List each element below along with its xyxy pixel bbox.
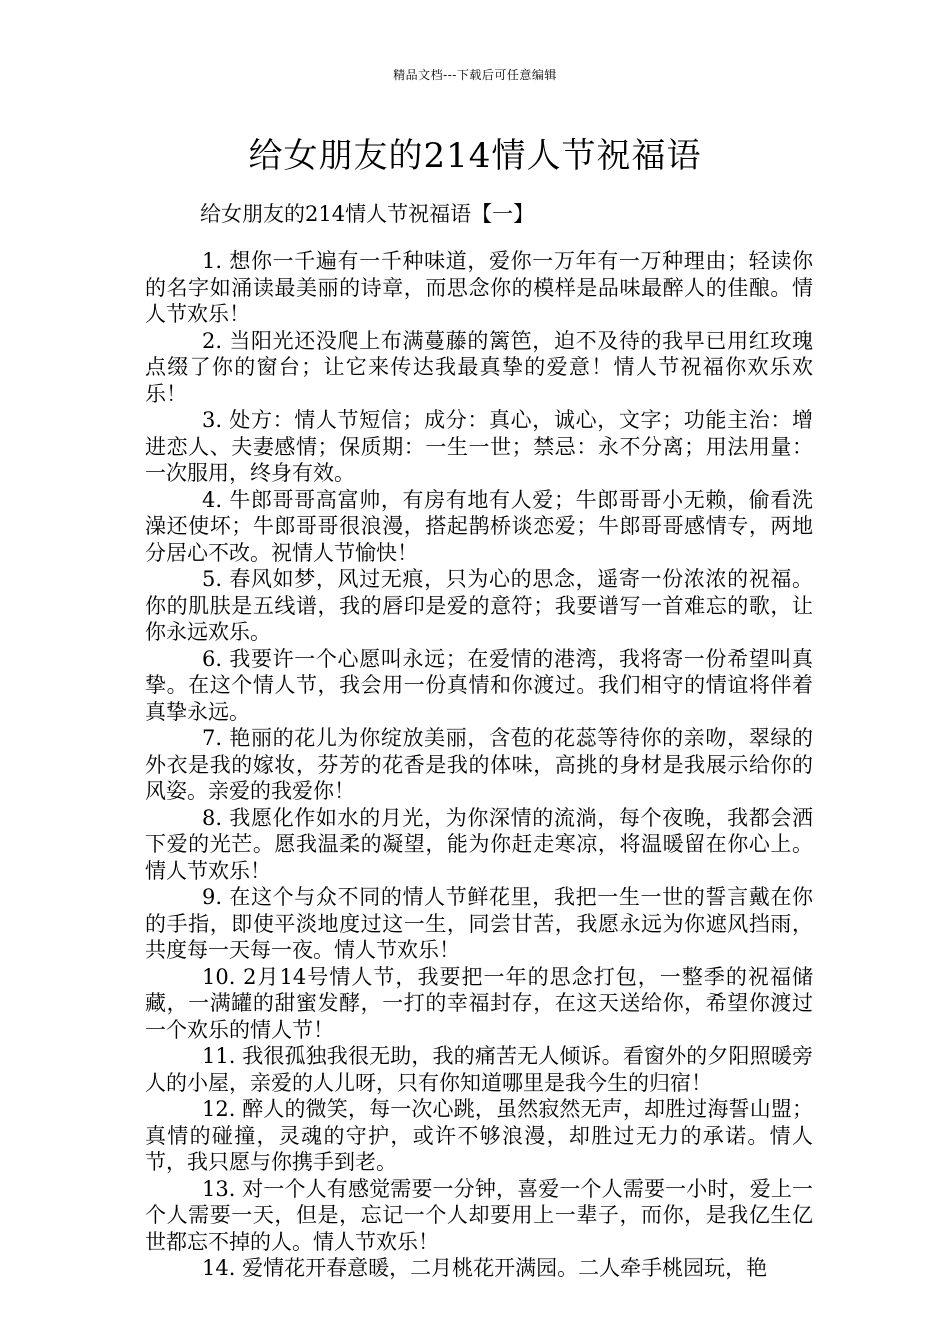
paragraph-2: 2. 当阳光还没爬上布满蔓藤的篱笆，迫不及待的我早已用红玫瑰点缀了你的窗台；让它来传达我最真挚的爱意！情人节祝福你欢乐欢乐！ xyxy=(145,328,813,406)
paragraph-3: 3. 处方：情人节短信；成分：真心，诚心，文字；功能主治：增进恋人、夫妻感情；保质期：一生一世；禁忌：永不分离；用法用量：一次服用，终身有效。 xyxy=(145,408,813,485)
paragraph-9: 9. 在这个与众不同的情人节鲜花里，我把一生一世的誓言戴在你的手指，即使平淡地度过这一生，同尝甘苦，我愿永远为你遮风挡雨，共度每一天每一夜。情人节欢乐！ xyxy=(145,885,813,962)
header-note: 精品文档---下载后可任意编辑 xyxy=(393,68,557,82)
paragraph-8: 8. 我愿化作如水的月光，为你深情的流淌，每个夜晚，我都会洒下爱的光芒。愿我温柔的凝望，能为你赶走寒凉，将温暖留在你心上。情人节欢乐！ xyxy=(145,805,813,883)
document-title: 给女朋友的214情人节祝福语 xyxy=(248,136,702,176)
paragraph-4: 4. 牛郎哥哥高富帅，有房有地有人爱；牛郎哥哥小无赖，偷看洗澡还使坏；牛郎哥哥很浪漫，搭起鹊桥谈恋爱；牛郎哥哥感情专，两地分居心不改。祝情人节愉快！ xyxy=(145,487,813,565)
paragraph-1: 1. 想你一千遍有一千种味道，爱你一万年有一万种理由；轻读你的名字如涌读最美丽的诗章，而思念你的模样是品味最醉人的佳酿。情人节欢乐！ xyxy=(145,249,813,326)
paragraph-10: 10. 2月14号情人节，我要把一年的思念打包，一整季的祝福储藏，一满罐的甜蜜发酵，一打的幸福封存，在这天送给你，希望你渡过一个欢乐的情人节！ xyxy=(145,964,813,1042)
paragraph-13: 13. 对一个人有感觉需要一分钟，喜爱一个人需要一小时，爱上一个人需要一天，但是，忘记一个人却要用上一辈子，而你，是我亿生亿世都忘不掉的人。情人节欢乐！ xyxy=(145,1176,813,1254)
paragraph-7: 7. 艳丽的花儿为你绽放美丽，含苞的花蕊等待你的亲吻，翠绿的外衣是我的嫁妆，芬芳的花香是我的体味，高挑的身材是我展示给你的风姿。亲爱的我爱你！ xyxy=(145,726,813,803)
section-heading: 给女朋友的214情人节祝福语【一】 xyxy=(200,202,535,226)
body-text xyxy=(145,248,813,1282)
paragraph-12: 12. 醉人的微笑，每一次心跳，虽然寂然无声，却胜过海誓山盟；真情的碰撞，灵魂的守护，或许不够浪漫，却胜过无力的承诺。情人节，我只愿与你携手到老。 xyxy=(145,1097,813,1174)
paragraph-6: 6. 我要许一个心愿叫永远；在爱情的港湾，我将寄一份希望叫真挚。在这个情人节，我会用一份真情和你渡过。我们相守的情谊将伴着真挚永远。 xyxy=(145,646,813,724)
paragraph-11: 11. 我很孤独我很无助，我的痛苦无人倾诉。看窗外的夕阳照暖旁人的小屋，亲爱的人儿呀，只有你知道哪里是我今生的归宿！ xyxy=(145,1044,813,1095)
paragraph-5: 5. 春风如梦，风过无痕，只为心的思念，遥寄一份浓浓的祝福。你的肌肤是五线谱，我的唇印是爱的意符；我要谱写一首难忘的歌，让你永远欢乐。 xyxy=(145,567,813,644)
paragraph-14: 14. 爱情花开春意暖，二月桃花开满园。二人牵手桃园玩，艳 xyxy=(202,1256,768,1280)
